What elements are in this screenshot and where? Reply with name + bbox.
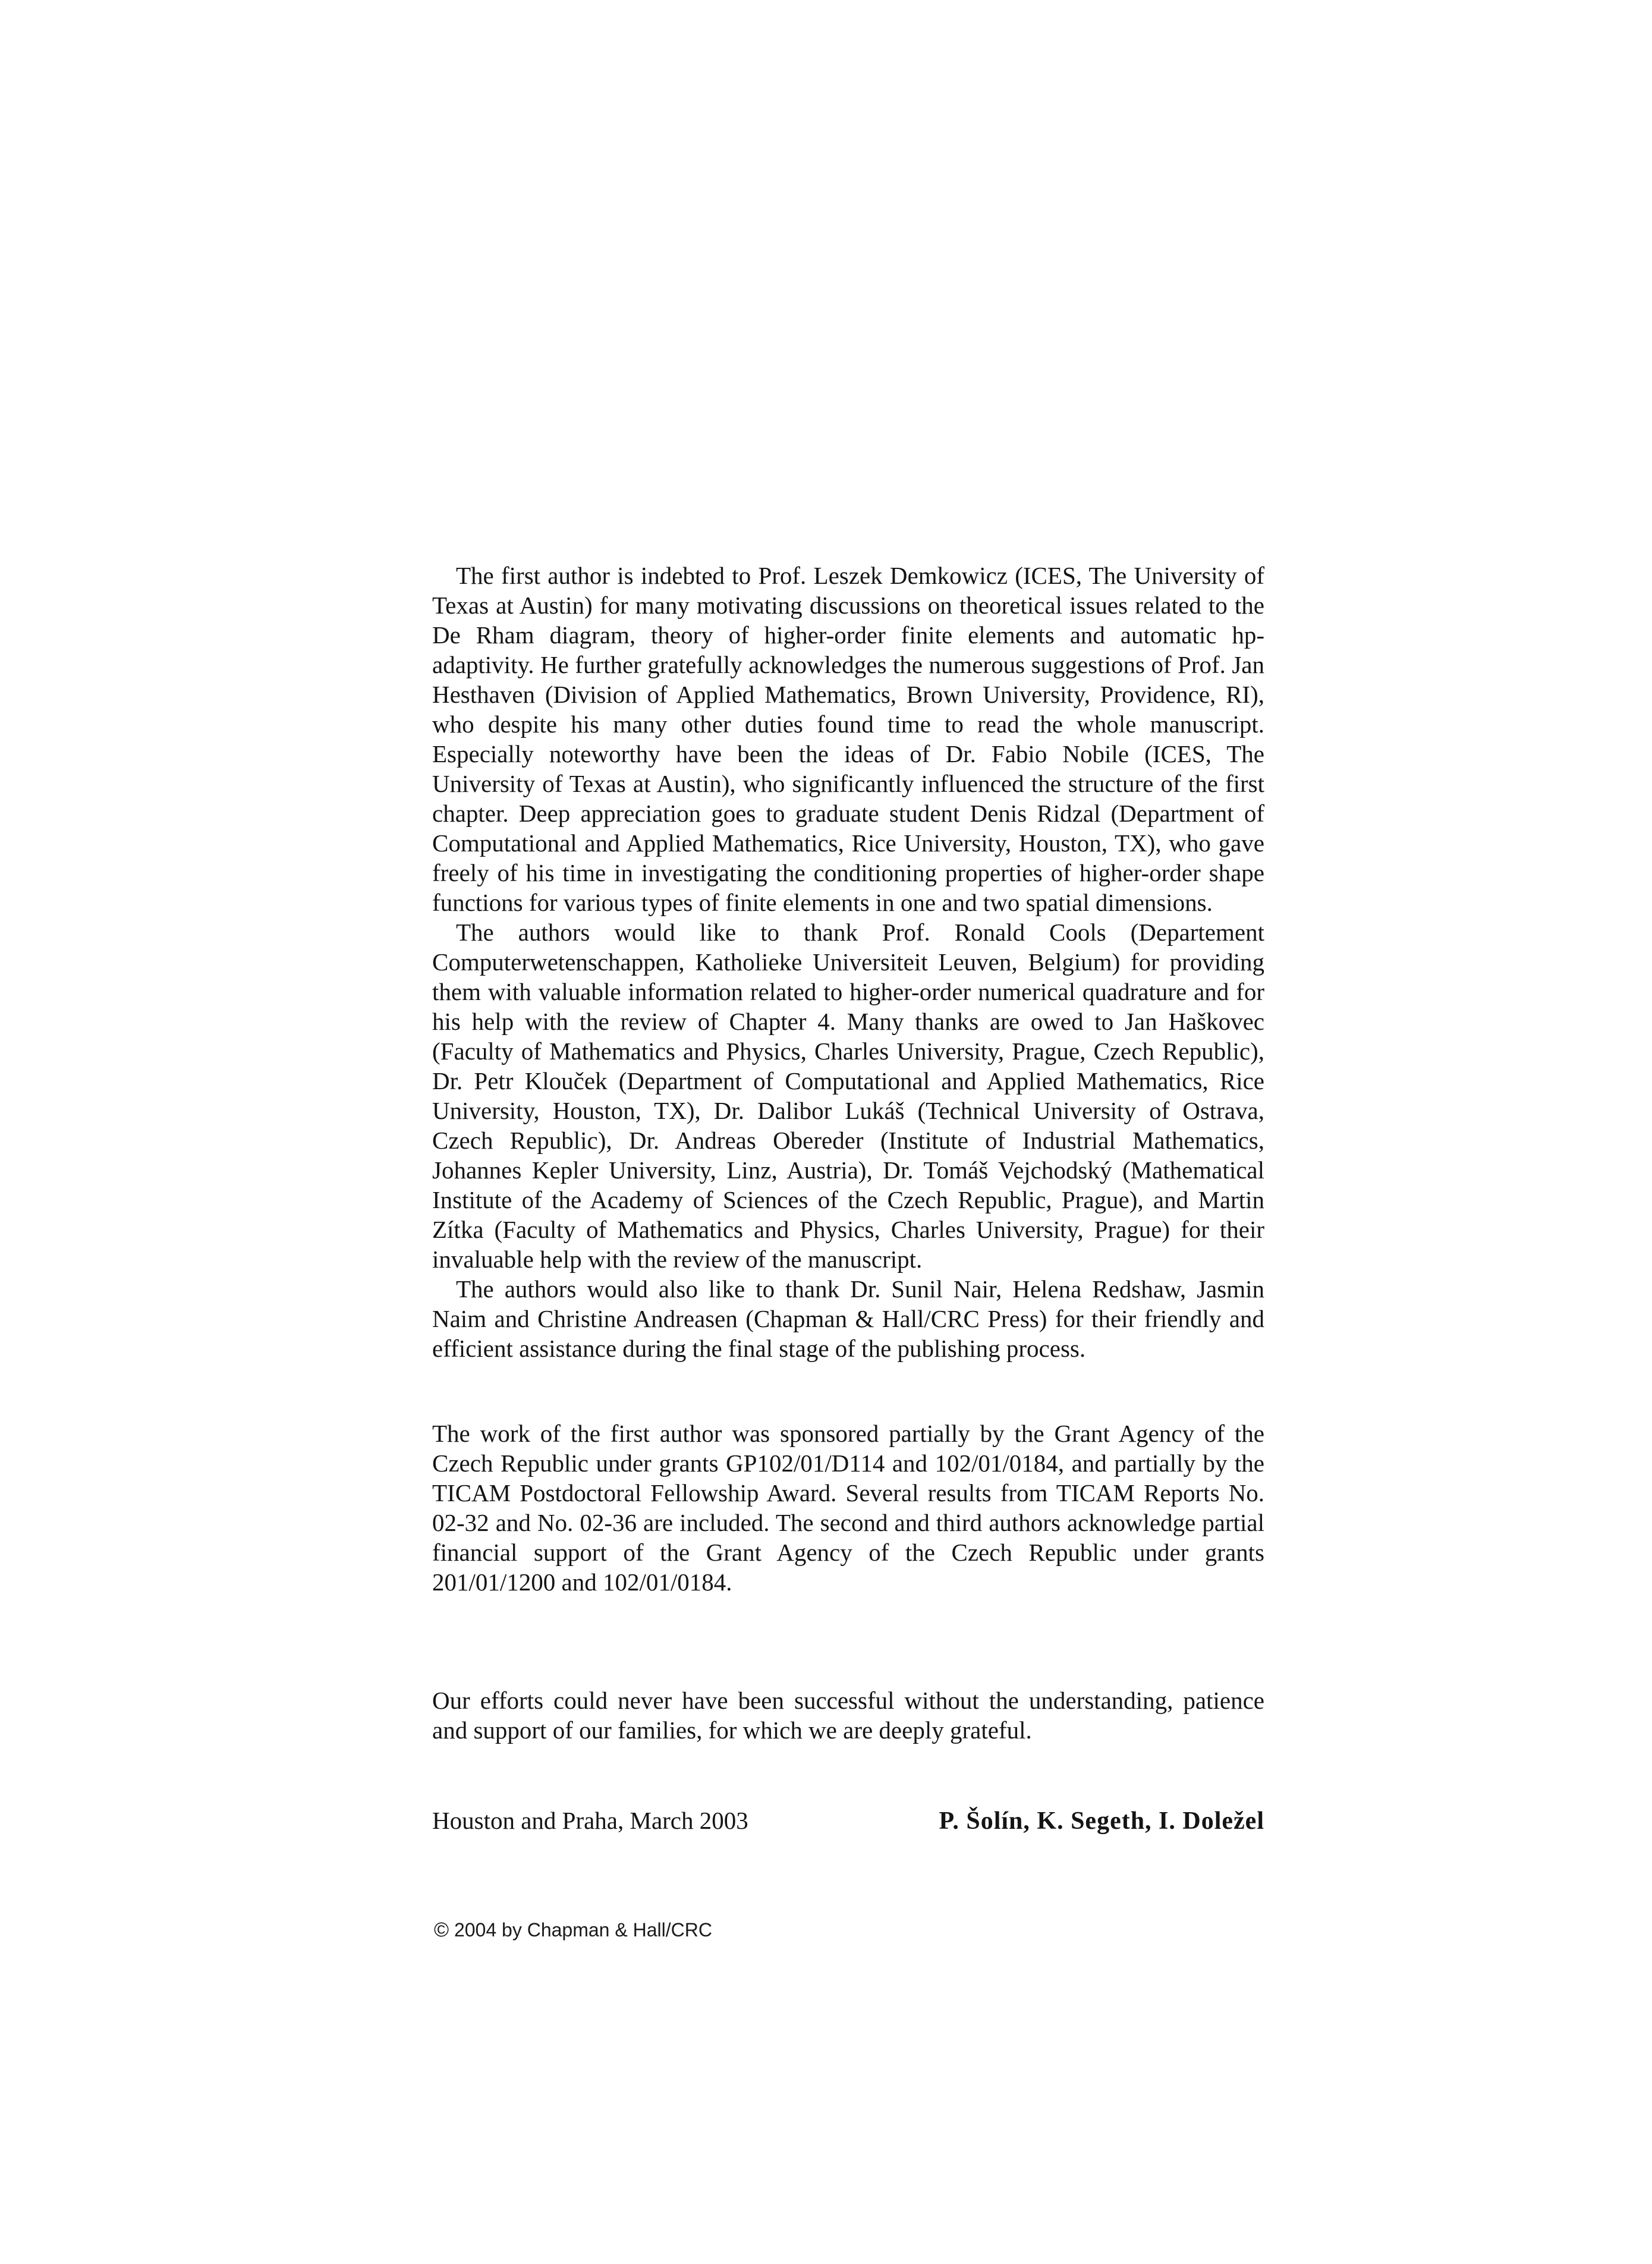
family-paragraph: Our efforts could never have been successful without the understanding, patience and support of our families, for which we are deeply grateful. [432, 1687, 1264, 1744]
acknowledgement-paragraph-3: The authors would also like to thank Dr. Sunil Nair, Helena Redshaw, Jasmin Naim and Christine Andreasen (Chapman & Hall/CRC Press) for their friendly and efficient assistance during the final stage of the publishing process. [432, 1275, 1264, 1362]
acknowledgement-paragraph-1: The first author is indebted to Prof. Leszek Demkowicz (ICES, The University of Texas at Austin) for many motivating discussions on theoretical issues related to the De Rham diagram, theory of higher-order finite elements and automatic hp-adaptivity. He further gratefully acknowledges the numerous suggestions of Prof. Jan Hesthaven (Division of Applied Mathematics, Brown University, Providence, RI), who despite his many other duties found time to read the whole manuscript. Especially noteworthy have been the ideas of Dr. Fabio Nobile (ICES, The University of Texas at Austin), who significantly influenced the structure of the first chapter. Deep appreciation goes to graduate student Denis Ridzal (Department of Computational and Applied Mathematics, Rice University, Houston, TX), who gave freely of his time in investigating the conditioning properties of higher-order shape functions for various types of finite elements in one and two spatial dimensions. [432, 562, 1264, 916]
copyright-text: 2004 by Chapman & Hall/CRC [454, 1919, 712, 1941]
signature-row [432, 1806, 1264, 1836]
acknowledgement-paragraph-2: The authors would like to thank Prof. Ronald Cools (Departement Computerwetenschappen, Katholieke Universiteit Leuven, Belgium) for providing them with valuable information related to higher-order numerical quadrature and for his help with the review of Chapter 4. Many thanks are owed to Jan Haškovec (Faculty of Mathematics and Physics, Charles University, Prague, Czech Republic), Dr. Petr Klouček (Department of Computational and Applied Mathematics, Rice University, Houston, TX), Dr. Dalibor Lukáš (Technical University of Ostrava, Czech Republic), Dr. Andreas Obereder (Institute of Industrial Mathematics, Johannes Kepler University, Linz, Austria), Dr. Tomáš Vejchodský (Mathematical Institute of the Academy of Sciences of the Czech Republic, Prague), and Martin Zítka (Faculty of Mathematics and Physics, Charles University, Prague) for their invaluable help with the review of the manuscript. [432, 919, 1264, 1273]
grants-section [432, 1419, 1264, 1597]
copyright-symbol: © [434, 1919, 449, 1941]
place-date: Houston and Praha, March 2003 [432, 1807, 748, 1834]
grants-paragraph: The work of the first author was sponsored partially by the Grant Agency of the Czech Republic under grants GP102/01/D114 and 102/01/0184, and partially by the TICAM Postdoctoral Fellowship Award. Several results from TICAM Reports No. 02-32 and No. 02-36 are included. The second and third authors acknowledge partial financial support of the Grant Agency of the Czech Republic under grants 201/01/1200 and 102/01/0184. [432, 1420, 1264, 1596]
acknowledgements-section [432, 561, 1264, 1363]
author-names: P. Šolín, K. Segeth, I. Doležel [939, 1807, 1264, 1835]
copyright-notice [434, 1918, 712, 1942]
family-section [432, 1686, 1264, 1745]
